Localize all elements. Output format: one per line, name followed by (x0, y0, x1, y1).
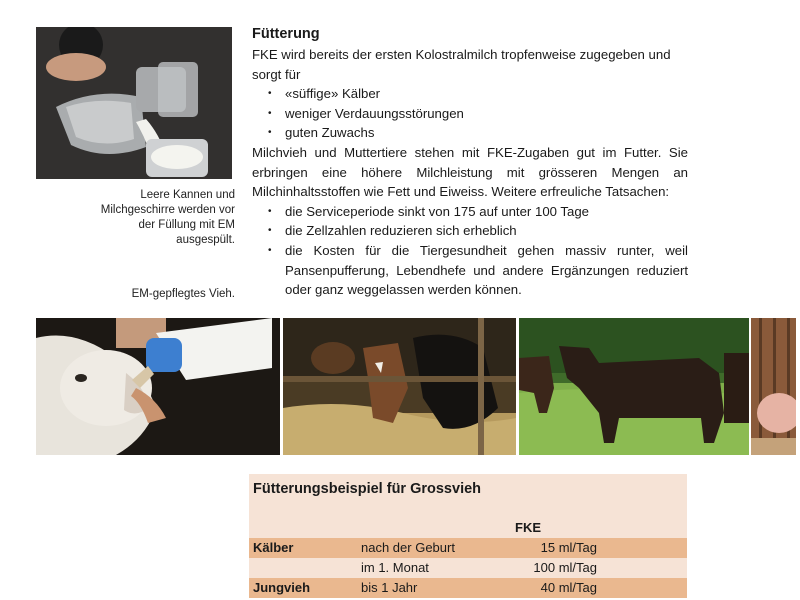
body-paragraph: Milchvieh und Muttertiere stehen mit FKE-Zugaben gut im Futter. Sie erbringen eine höhere Milchleistung mit grösseren Mengen an Milchinhaltsstoffen wie Fett und Eiweiss. Weitere erfreuliche Tatsachen: (252, 144, 688, 200)
feeding-section (252, 24, 688, 300)
cattle-pasture-photo (519, 318, 749, 455)
feeding-example-table (249, 474, 687, 598)
timing-cell: nach der Geburt (361, 540, 455, 555)
dosage-cell: 100 ml/Tag (533, 560, 597, 575)
list-item: • weniger Verdauungsstörungen (252, 104, 688, 124)
intro-text: FKE wird bereits der ersten Kolostralmilch tropfenweise zugegeben und sorgt für (252, 47, 671, 82)
dosage-cell: 15 ml/Tag (540, 540, 597, 555)
pig-pen-photo (751, 318, 796, 455)
timing-cell: bis 1 Jahr (361, 580, 418, 595)
list-item: • die Serviceperiode sinkt von 175 auf unter 100 Tage (252, 202, 688, 222)
animal-group-cell: Jungvieh (253, 580, 311, 595)
table-row (249, 578, 687, 598)
table-row (249, 538, 687, 558)
facts-list (252, 202, 688, 300)
photo-caption-cattle: EM-gepflegtes Vieh. (131, 288, 235, 300)
timing-cell: im 1. Monat (361, 560, 429, 575)
table-title: Fütterungsbeispiel für Grossvieh (253, 481, 482, 497)
cattle-feeding-photo (283, 318, 516, 455)
dosage-cell: 40 ml/Tag (540, 580, 597, 595)
section-title: Fütterung (252, 26, 320, 42)
list-item: • die Kosten für die Tiergesundheit gehen massiv runter, weil Pansenpufferung, Lebendhefe und andere Ergänzungen reduziert oder ganz weggelassen werden können. (252, 241, 688, 300)
table-row (249, 558, 687, 578)
photo-caption-cans: Leere Kannen und Milchgeschirre werden vor der Füllung mit EM ausgespült. (100, 189, 235, 246)
calf-bottle-feeding-photo (36, 318, 280, 455)
list-item: • «süffige» Kälber (252, 84, 688, 104)
column-header-fke: FKE (515, 520, 541, 535)
list-item: • die Zellzahlen reduzieren sich erheblich (252, 221, 688, 241)
milk-pouring-photo (36, 27, 232, 179)
list-item: • guten Zuwachs (252, 123, 688, 143)
benefit-list (252, 84, 688, 143)
animal-group-cell: Kälber (253, 540, 294, 555)
